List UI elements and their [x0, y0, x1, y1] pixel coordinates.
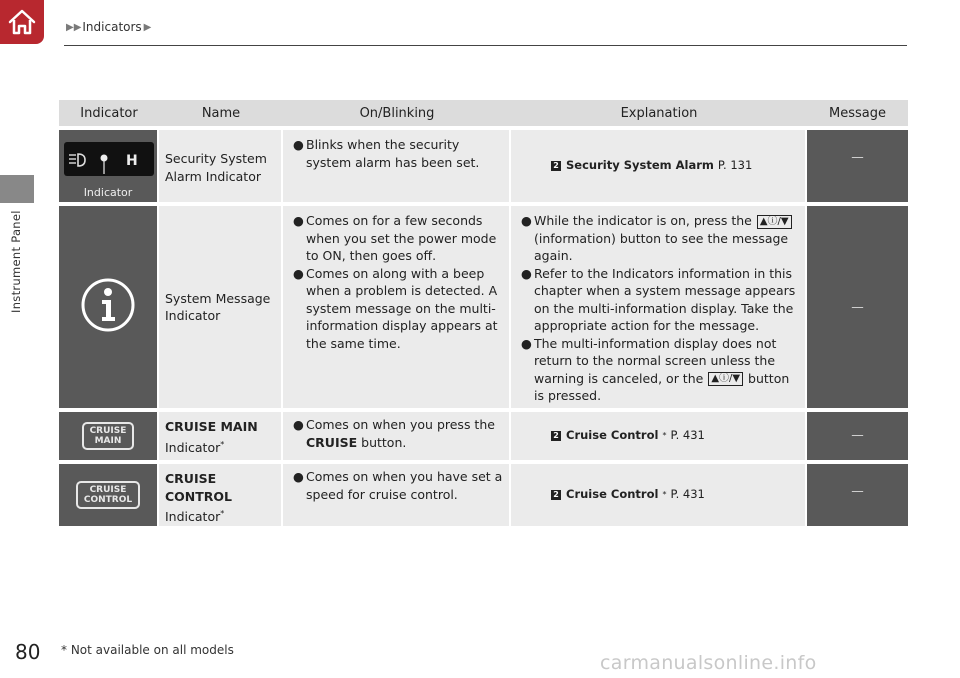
indicator-name-line: Alarm Indicator: [165, 168, 261, 184]
on-blinking-cell: [283, 412, 511, 460]
breadcrumb-arrow-icon: ▶: [143, 21, 152, 33]
header-indicator: Indicator: [59, 100, 159, 126]
on-blinking-cell: [283, 464, 511, 526]
indicators-table: [59, 96, 908, 530]
indicator-name-line: CRUISE MAIN: [165, 419, 258, 434]
cross-reference-link[interactable]: 2 Cruise Control * P. 431: [519, 486, 799, 504]
header-name: Name: [159, 100, 283, 126]
on-blinking-cell: [283, 206, 511, 408]
list-item: ● While the indicator is on, press the ▲ⓘ/▼ (information) button to see the message again.: [519, 212, 799, 265]
info-button-icon: ▲ⓘ/▼: [757, 215, 792, 229]
svg-text:H: H: [126, 153, 138, 169]
list-item: ● Refer to the Indicators information in this chapter when a system message appears on the multi-information display. Take the appropriate action for the message.: [521, 265, 796, 333]
security-indicator-cell: [59, 130, 159, 202]
indicator-name-line: Indicator: [165, 308, 221, 323]
name-cell: [159, 412, 283, 460]
on-blinking-cell: [283, 130, 511, 202]
explanation-cell: [511, 206, 807, 408]
name-cell: [159, 464, 283, 526]
indicator-name-line: CRUISE: [165, 471, 217, 486]
indicator-name-line: Security System: [165, 151, 267, 166]
security-system-indicator-icon: [66, 144, 152, 176]
header-message: Message: [807, 100, 908, 126]
message-cell: —: [807, 464, 908, 526]
chapter-tab-marker[interactable]: [0, 175, 34, 203]
breadcrumb-arrow-icon: ▶▶: [66, 21, 82, 33]
indicator-callout-label: Indicator: [83, 186, 133, 199]
list-item: ● Comes on along with a beep when a problem is detected. A system message on the multi-information display appears at the same time.: [293, 265, 498, 351]
indicator-name-line: System Message: [165, 290, 271, 306]
cruise-control-indicator-icon: CRUISE CONTROL: [76, 481, 140, 509]
reference-arrow-icon: 2: [551, 161, 561, 171]
table-header-row: [59, 100, 908, 126]
cruise-control-indicator-cell: [59, 464, 159, 526]
list-item: ● Comes on when you press the CRUISE button.: [293, 417, 495, 450]
header-divider: [64, 45, 907, 46]
message-cell: —: [807, 206, 908, 408]
list-item: ● The multi-information display does not return to the normal screen unless the warning is canceled, or the ▲ⓘ/▼ button is pressed.: [521, 335, 790, 403]
cruise-main-indicator-cell: [59, 412, 159, 460]
explanation-cell: [511, 464, 807, 526]
explanation-cell: [511, 130, 807, 202]
system-message-indicator-icon: [78, 275, 138, 335]
explanation-cell: [511, 412, 807, 460]
breadcrumb: [66, 20, 152, 34]
list-item: ● Blinks when the security system alarm has been set.: [293, 137, 480, 170]
chapter-tab-label: Instrument Panel: [9, 210, 23, 313]
name-cell: [159, 206, 283, 408]
cross-reference-link[interactable]: 2 Cruise Control * P. 431: [519, 427, 799, 445]
header-explanation: Explanation: [511, 100, 807, 126]
list-item: ● Comes on for a few seconds when you set the power mode to ON, then goes off.: [293, 213, 497, 263]
page-number: 80: [15, 640, 41, 664]
list-item: ● Comes on when you have set a speed for cruise control.: [293, 469, 503, 502]
reference-arrow-icon: 2: [551, 490, 561, 500]
header-on-blinking: On/Blinking: [283, 100, 511, 126]
cruise-main-indicator-icon: CRUISE MAIN: [82, 422, 135, 450]
indicator-name-line: Indicator*: [165, 439, 225, 455]
indicator-name-line: CONTROL: [165, 488, 233, 504]
message-cell: —: [807, 412, 908, 460]
watermark: carmanualsonline.info: [600, 652, 817, 674]
home-button[interactable]: [0, 0, 44, 44]
table-row: [59, 206, 908, 408]
info-button-icon: ▲ⓘ/▼: [708, 372, 743, 386]
message-cell: —: [807, 130, 908, 202]
table-row: [59, 412, 908, 460]
home-icon: [7, 8, 37, 36]
table-row: [59, 130, 908, 202]
name-cell: [159, 130, 283, 202]
reference-arrow-icon: 2: [551, 431, 561, 441]
footnote: * Not available on all models: [61, 643, 234, 657]
indicator-name-line: Indicator*: [165, 509, 225, 525]
breadcrumb-item-indicators[interactable]: Indicators: [82, 20, 142, 34]
system-message-indicator-cell: [59, 206, 159, 408]
cross-reference-link[interactable]: 2 Security System Alarm P. 131: [519, 157, 799, 175]
table-row: [59, 464, 908, 526]
